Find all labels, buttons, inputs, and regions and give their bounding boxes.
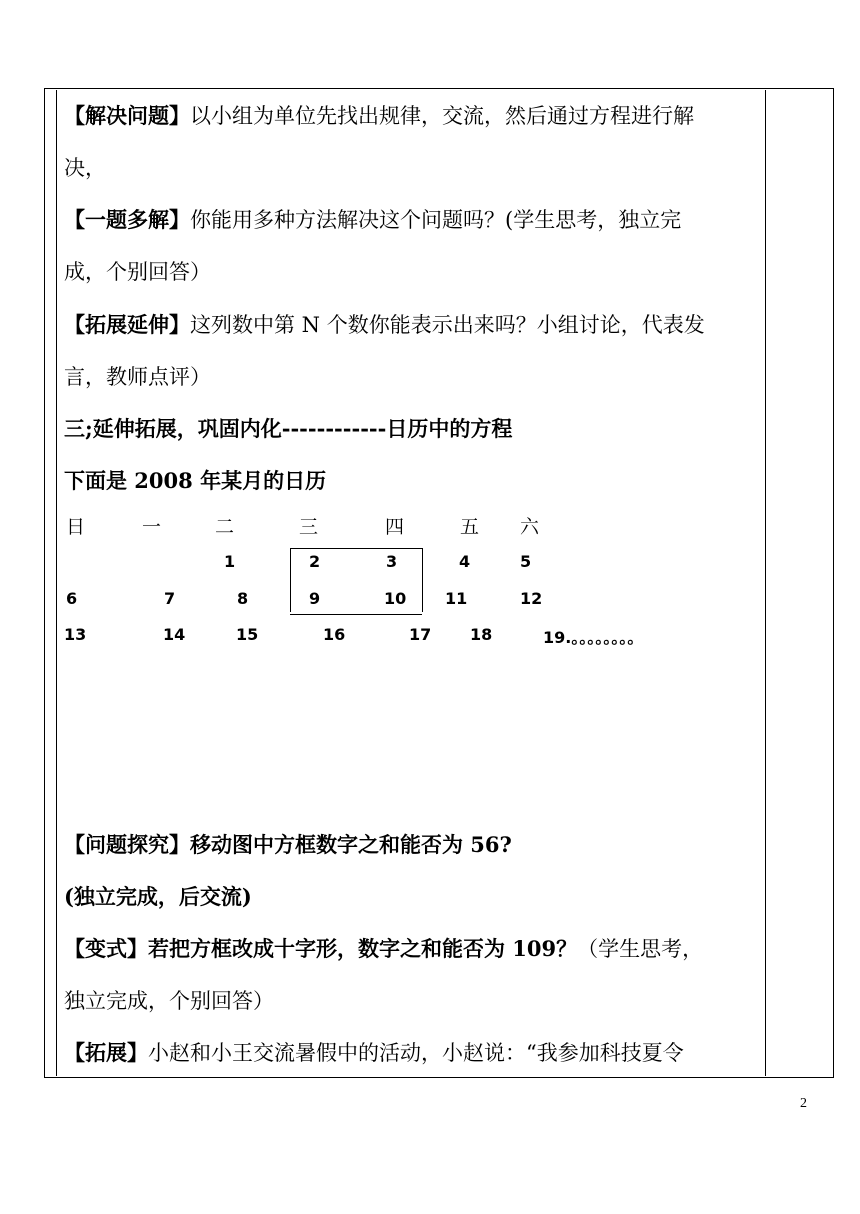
calendar-day: 7 — [164, 589, 176, 608]
section-heading: 【问题探究】 — [64, 832, 190, 857]
selection-box-bottom — [290, 614, 422, 615]
paragraph-line: 成，个别回答） — [64, 260, 211, 284]
weekday-label: 二 — [215, 516, 235, 538]
calendar-day: 8 — [237, 589, 249, 608]
selection-box-right — [422, 548, 423, 612]
section-title: 三;延伸拓展，巩固内化------------日历中的方程 — [64, 416, 513, 441]
calendar-day: 10 — [384, 589, 407, 608]
calendar-day: 5 — [520, 552, 532, 571]
calendar-day: 14 — [163, 625, 186, 644]
weekday-label: 六 — [520, 516, 540, 538]
section-heading: 【解决问题】 — [64, 103, 190, 128]
calendar-day: 19.。。。。。。。。 — [543, 628, 644, 647]
calendar-day: 16 — [323, 625, 346, 644]
page-number: 2 — [800, 1096, 807, 1111]
calendar-day: 17 — [409, 625, 432, 644]
paragraph-line: (独立完成，后交流) — [64, 884, 252, 909]
weekday-label: 三 — [299, 516, 319, 538]
paragraph-bold-text: 若把方框改成十字形，数字之和能否为 109？ — [148, 936, 578, 961]
paragraph-line: 独立完成，个别回答） — [64, 989, 274, 1013]
section-heading: 【一题多解】 — [64, 207, 190, 232]
calendar-day: 6 — [66, 589, 78, 608]
paragraph-inquiry — [64, 819, 760, 871]
calendar-day: 4 — [459, 552, 471, 571]
paragraph-text: 移动图中方框数字之和能否为 56? — [190, 832, 512, 857]
paragraph-expand — [64, 1027, 760, 1079]
weekday-label: 四 — [385, 516, 405, 538]
section-heading: 【拓展延伸】 — [64, 312, 190, 337]
section-heading: 【拓展】 — [64, 1040, 148, 1065]
calendar-caption: 下面是 2008 年某月的日历 — [64, 468, 327, 493]
selection-box-top — [290, 548, 422, 549]
section-heading: 【变式】 — [64, 936, 148, 961]
calendar-day: 18 — [470, 625, 493, 644]
paragraph-text: 以小组为单位先找出规律，交流，然后通过方程进行解 — [190, 104, 694, 128]
weekday-label: 一 — [142, 516, 162, 538]
paragraph-multi-solution — [64, 194, 760, 246]
paragraph-solve — [64, 90, 760, 142]
weekday-label: 五 — [460, 516, 480, 538]
paragraph-extension — [64, 299, 760, 351]
paragraph-line: 言，教师点评） — [64, 365, 211, 389]
calendar-day: 3 — [386, 552, 398, 571]
calendar-day: 9 — [309, 589, 321, 608]
selection-box-left — [290, 548, 291, 612]
paragraph-text: 这列数中第 N 个数你能表示出来吗？小组讨论，代表发 — [190, 313, 705, 337]
calendar-day: 13 — [64, 625, 87, 644]
calendar-day: 1 — [224, 552, 236, 571]
paragraph-text: 小赵和小王交流暑假中的活动，小赵说：“我参加科技夏令 — [148, 1041, 684, 1065]
weekday-label: 日 — [66, 516, 86, 538]
paragraph-text: （学生思考， — [577, 937, 704, 961]
paragraph-line: 决， — [64, 156, 106, 180]
paragraph-variant — [64, 923, 760, 975]
calendar-day: 2 — [309, 552, 321, 571]
calendar-day: 12 — [520, 589, 543, 608]
paragraph-text: 你能用多种方法解决这个问题吗？(学生思考，独立完 — [190, 208, 682, 232]
calendar-day: 15 — [236, 625, 259, 644]
calendar-day: 11 — [445, 589, 468, 608]
